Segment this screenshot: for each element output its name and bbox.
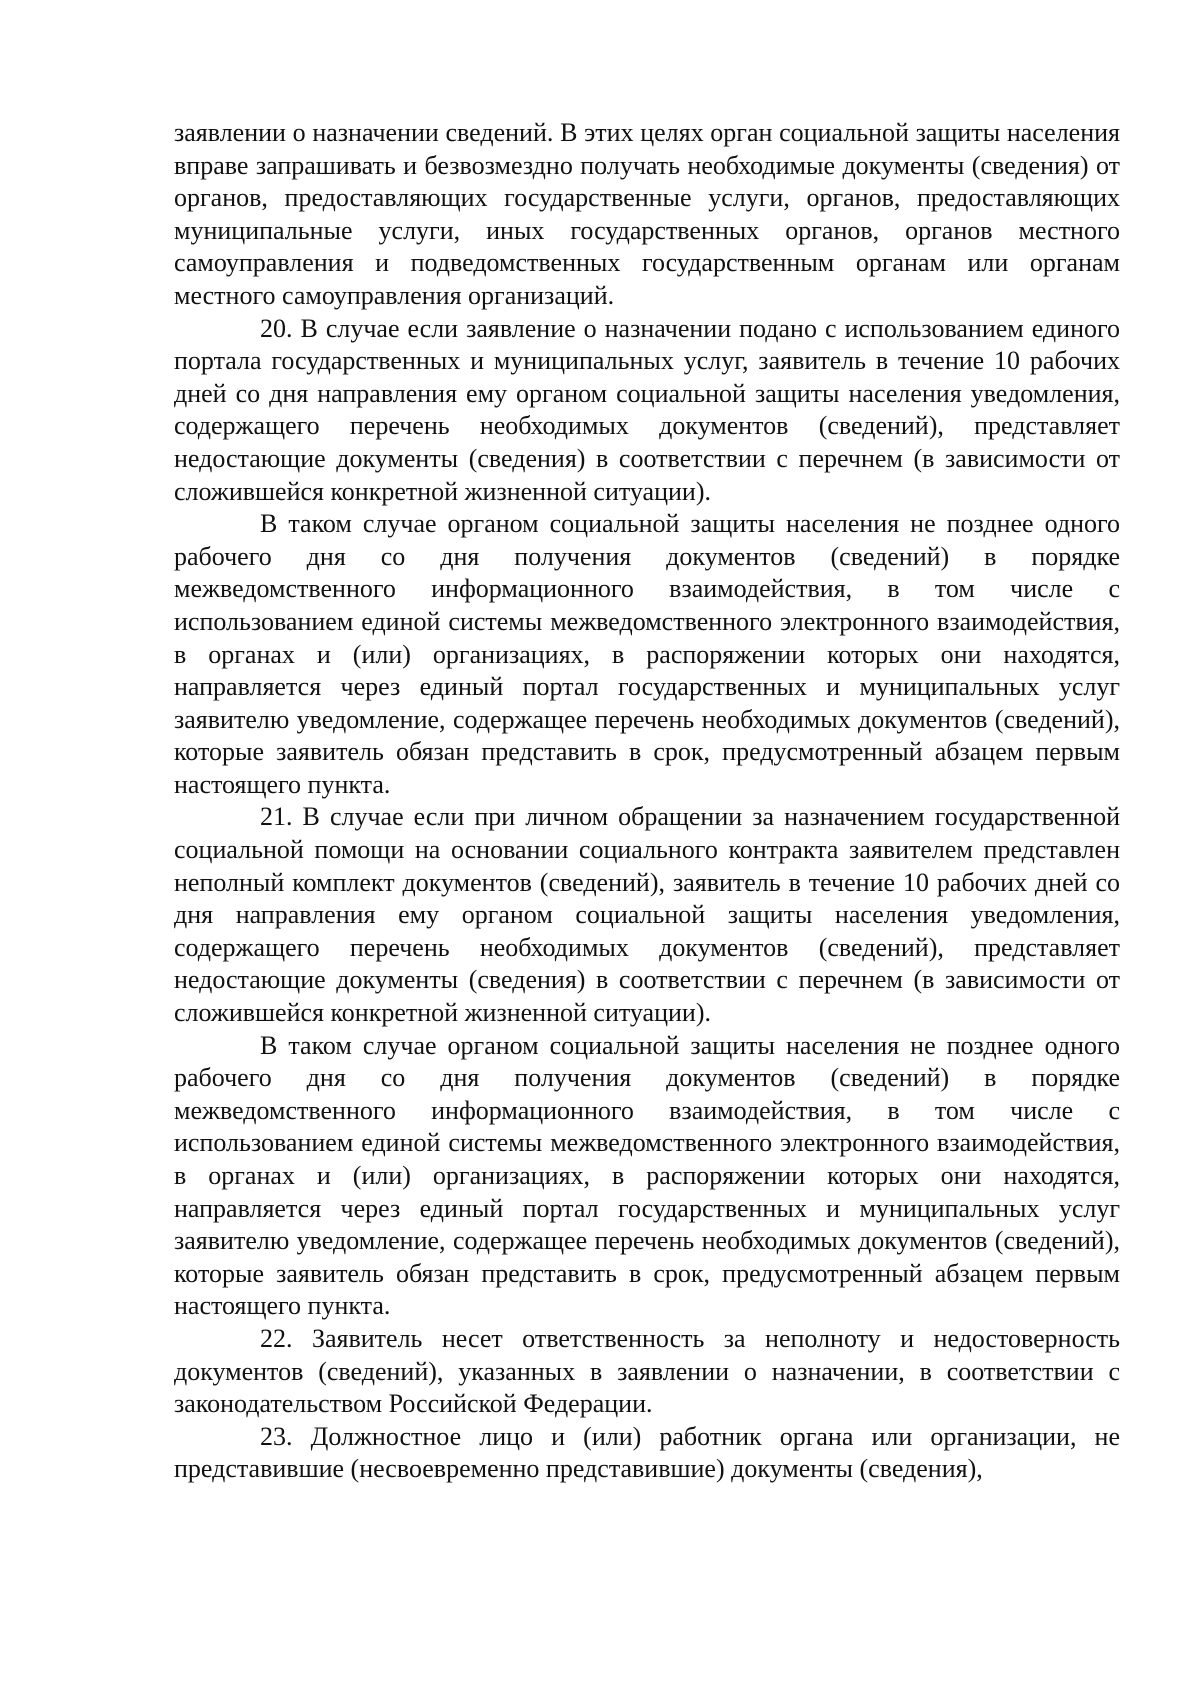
paragraph-item-23: 23. Должностное лицо и (или) работник органа или организации, не представившие (несвоевременно представившие) документы (сведения), [174, 1421, 1120, 1484]
paragraph-item-22: 22. Заявитель несет ответственность за неполноту и недостоверность документов (сведений), указанных в заявлении о назначении, в соответствии с законодательством Российской Федерации. [174, 1323, 1120, 1419]
paragraph-item-20: 20. В случае если заявление о назначении подано с использованием единого портала государственных и муниципальных услуг, заявитель в течение 10 рабочих дней со дня направления ему органом социальной защиты населения уведомления, содержащего перечень необходимых документов (сведений), представляет недостающие документы (сведения) в соответствии с перечнем (в зависимости от сложившейся конкретной жизненной ситуации). [174, 313, 1120, 506]
paragraph-item-21: 21. В случае если при личном обращении за назначением государственной социальной помощи на основании социального контракта заявителем представлен неполный комплект документов (сведений), заявитель в течение 10 рабочих дней со дня направления ему органом социальной защиты населения уведомления, содержащего перечень необходимых документов (сведений), представляет недостающие документы (сведения) в соответствии с перечнем (в зависимости от сложившейся конкретной жизненной ситуации). [174, 802, 1120, 1028]
paragraph-item-21-notice: В таком случае органом социальной защиты населения не позднее одного рабочего дня со дня получения документов (сведений) в порядке межведомственного информационного взаимодействия, в том числе с использованием единой системы межведомственного электронного взаимодействия, в органах и (или) организациях, в распоряжении которых они находятся, направляется через единый портал государственных и муниципальных услуг заявителю уведомление, содержащее перечень необходимых документов (сведений), которые заявитель обязан представить в срок, предусмотренный абзацем первым настоящего пункта. [174, 1030, 1120, 1321]
paragraph-item-20-notice: В таком случае органом социальной защиты населения не позднее одного рабочего дня со дня получения документов (сведений) в порядке межведомственного информационного взаимодействия, в том числе с использованием единой системы межведомственного электронного взаимодействия, в органах и (или) организациях, в распоряжении которых они находятся, направляется через единый портал государственных и муниципальных услуг заявителю уведомление, содержащее перечень необходимых документов (сведений), которые заявитель обязан представить в срок, предусмотренный абзацем первым настоящего пункта. [174, 509, 1120, 799]
document-body [174, 117, 1120, 1486]
paragraph-continuation: заявлении о назначении сведений. В этих целях орган социальной защиты населения вправе запрашивать и безвозмездно получать необходимые документы (сведения) от органов, предоставляющих государственные услуги, органов, предоставляющих муниципальные услуги, иных государственных органов, органов местного самоуправления и подведомственных государственным органам или органам местного самоуправления организаций. [174, 118, 1120, 310]
